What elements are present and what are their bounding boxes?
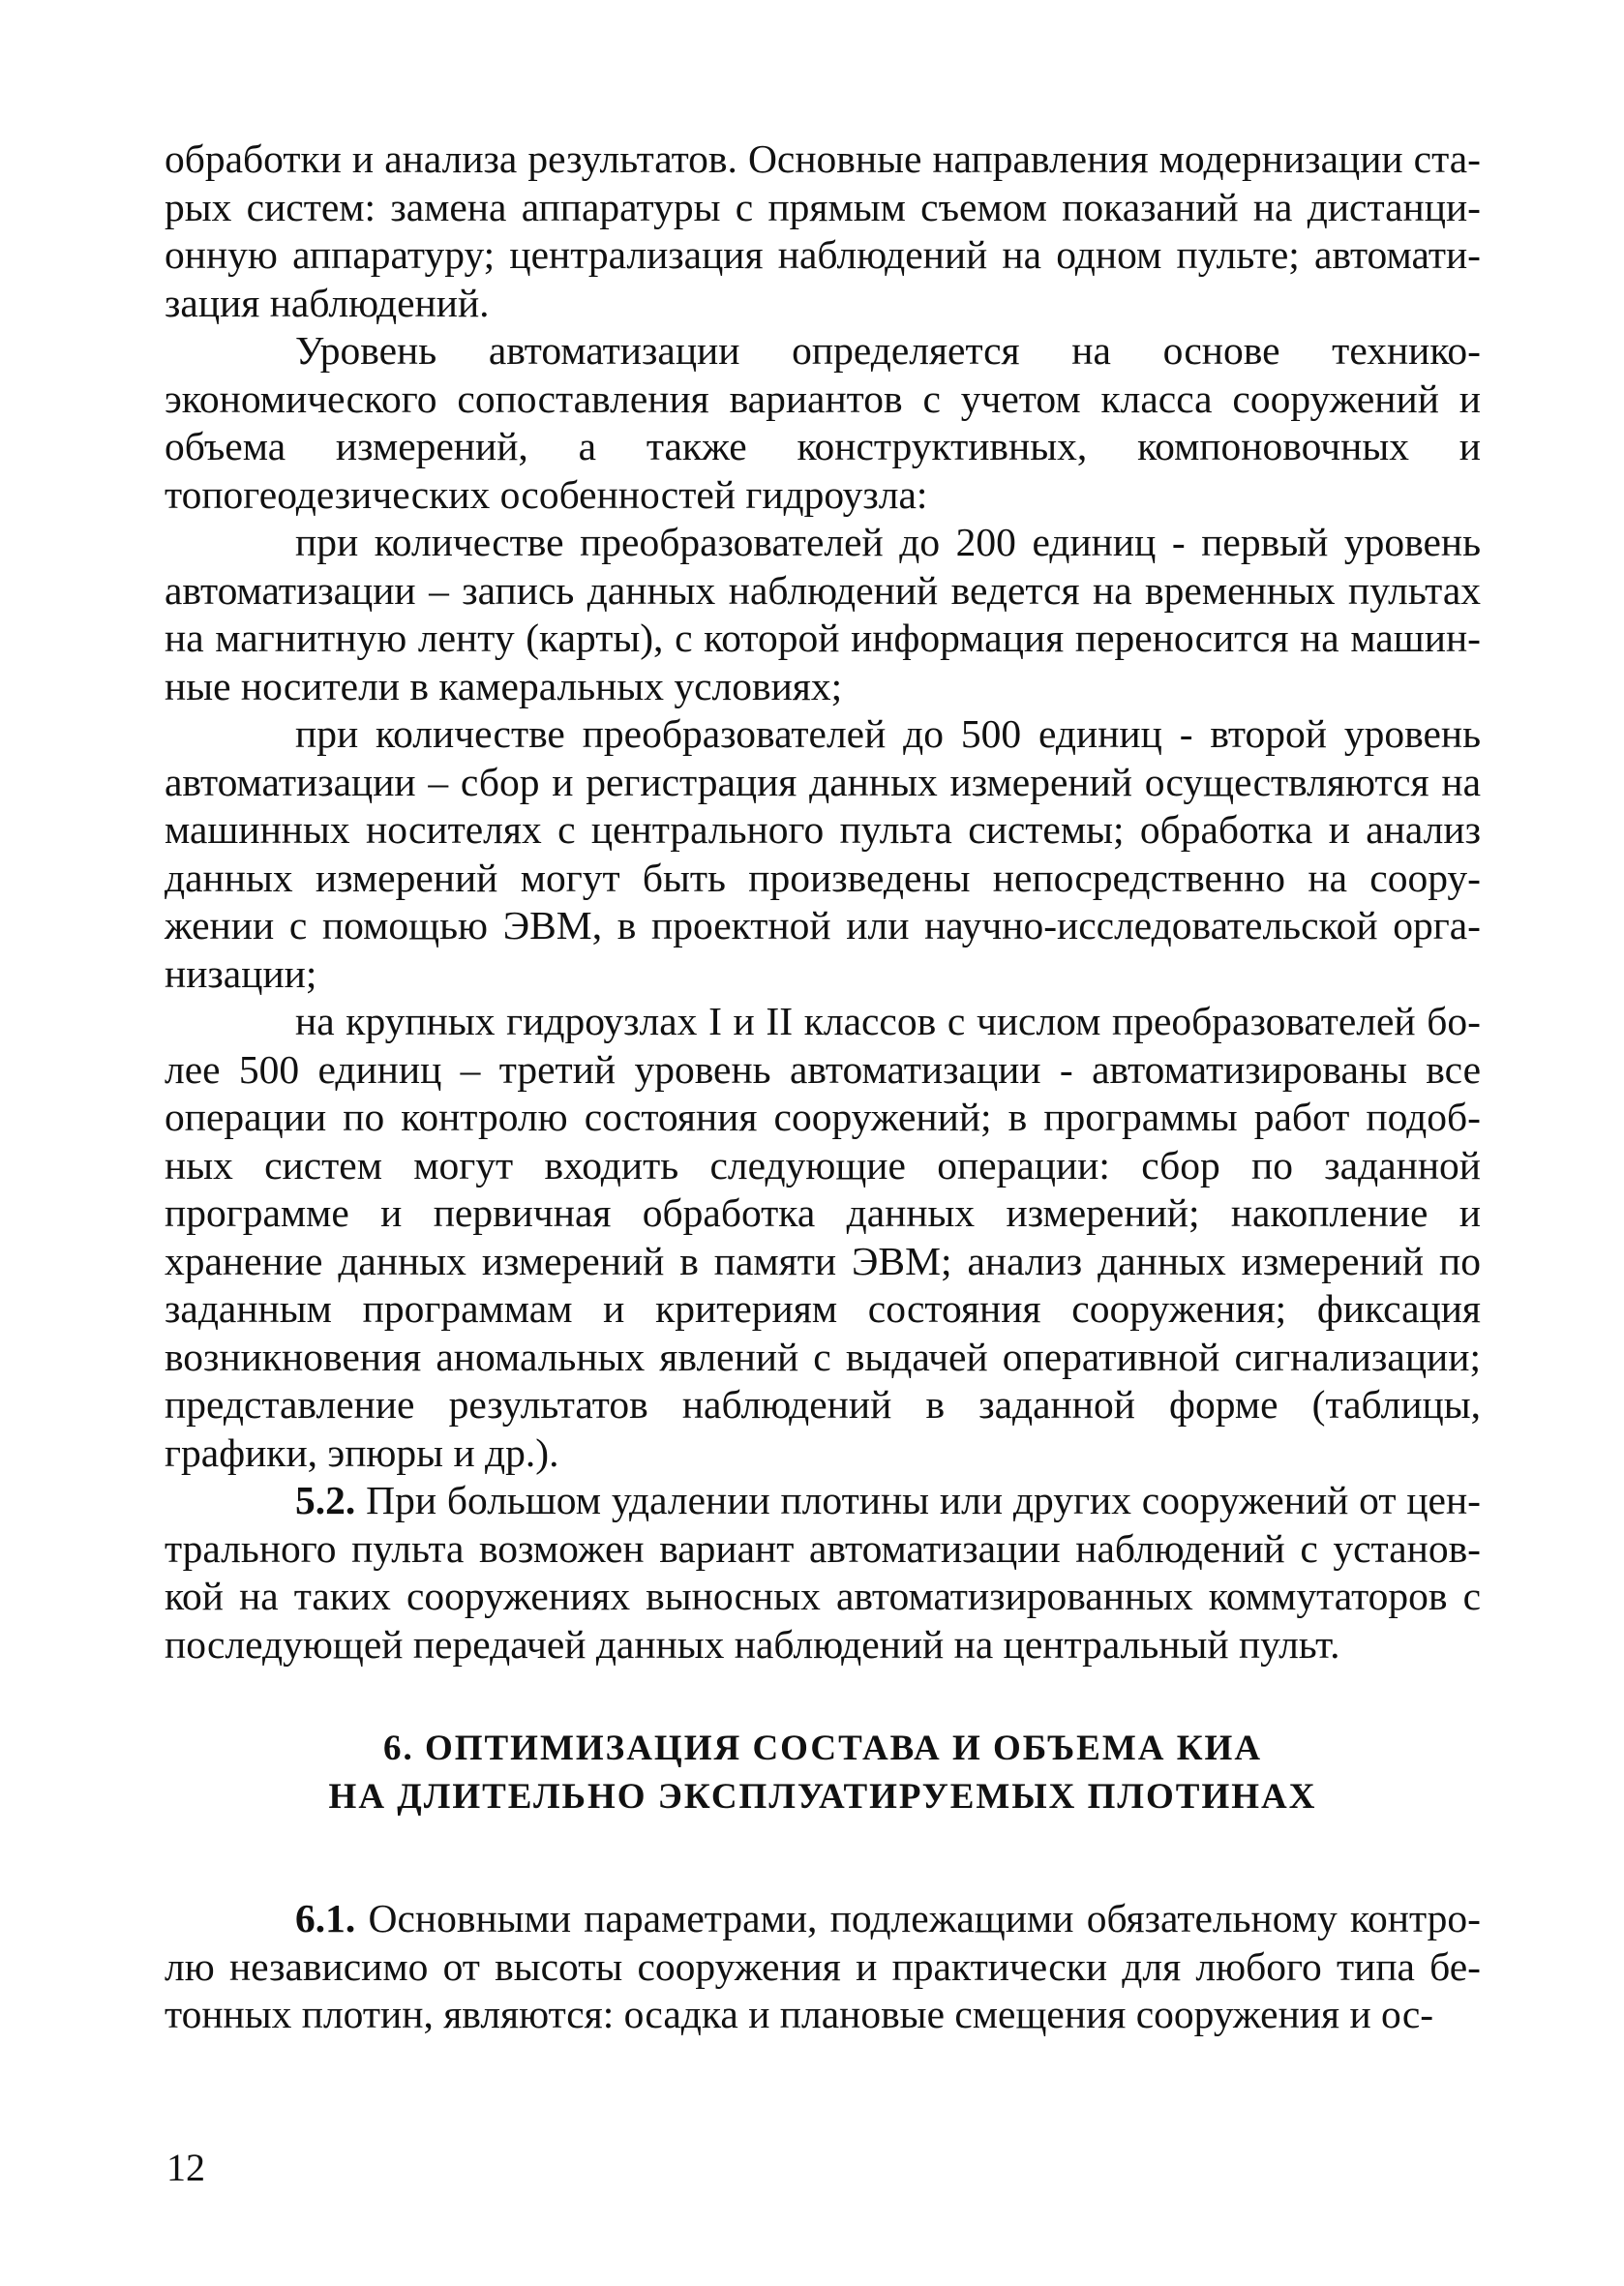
page-number: 12 — [166, 2146, 205, 2189]
section-6-1-number: 6.1. — [295, 1896, 356, 1940]
paragraph-section-6-1 — [165, 1895, 1481, 2039]
paragraph-second-level: при количестве преобразователей до 500 единиц - второй уровень автоматизации – сбор и регистрация данных измерений осуществляются на машинных носителях с центрального пульта системы; обработка и анализ данных измерений могут быть произведены непосредственно на сооружении с помощью ЭВМ, в проектной или научно-исследовательской организации; — [165, 711, 1481, 996]
paragraph-first-level: при количестве преобразователей до 200 единиц - первый уровень автоматизации – запись данных наблюдений ведется на временных пультах на магнитную ленту (карты), с которой информация переносится на машинные носители в камеральных условиях; — [165, 520, 1481, 708]
paragraph-section-5-2 — [165, 1477, 1481, 1669]
paragraph-automation-level: Уровень автоматизации определяется на основе технико-экономического сопоставления вариантов с учетом класса сооружений и объема измерений, а также конструктивных, компоновочных и топогеодезических особенностей гидроузла: — [165, 328, 1481, 517]
paragraph-third-level: на крупных гидроузлах I и II классов с числом преобразователей более 500 единиц – третий уровень автоматизации - автоматизированы все операции по контролю состояния сооружений; в программы работ подобных систем могут входить следующие операции: сбор по заданной программе и первичная обработка данных измерений; накопление и хранение данных измерений в памяти ЭВМ; анализ данных измерений по заданным программам и критериям состояния сооружения; фиксация возникновения аномальных явлений с выдачей оперативной сигнализации; представление результатов наблюдений в заданной форме (таблицы, графики, эпюры и др.). — [165, 999, 1481, 1475]
body-text — [165, 135, 1481, 1669]
section-5-2-number: 5.2. — [295, 1478, 356, 1522]
section-6-1 — [165, 1895, 1481, 2039]
section-6-heading — [165, 1725, 1481, 1821]
section-6-heading-line-2: НА ДЛИТЕЛЬНО ЭКСПЛУАТИРУЕМЫХ ПЛОТИНАХ — [328, 1777, 1317, 1817]
paragraph-continuation: обработки и анализа результатов. Основные направления модернизации старых систем: замена аппаратуры с прямым съемом показаний на дистанционную аппаратуру; централизация наблюдений на одном пульте; автоматизация наблюдений. — [165, 136, 1481, 325]
section-6-1-text: Основными параметрами, подлежащими обязательному контролю независимо от высоты сооружения и практически для любого типа бетонных плотин, являются: осадка и плановые смещения сооружения и ос- — [165, 1896, 1481, 2036]
section-5-2-text: При большом удалении плотины или других сооружений от центрального пульта возможен вариант автоматизации наблюдений с установкой на таких сооружениях выносных автоматизированных коммутаторов с последующей передачей данных наблюдений на центральный пульт. — [165, 1478, 1481, 1667]
section-6-heading-line-1: 6. ОПТИМИЗАЦИЯ СОСТАВА И ОБЪЕМА КИА — [382, 1729, 1263, 1768]
